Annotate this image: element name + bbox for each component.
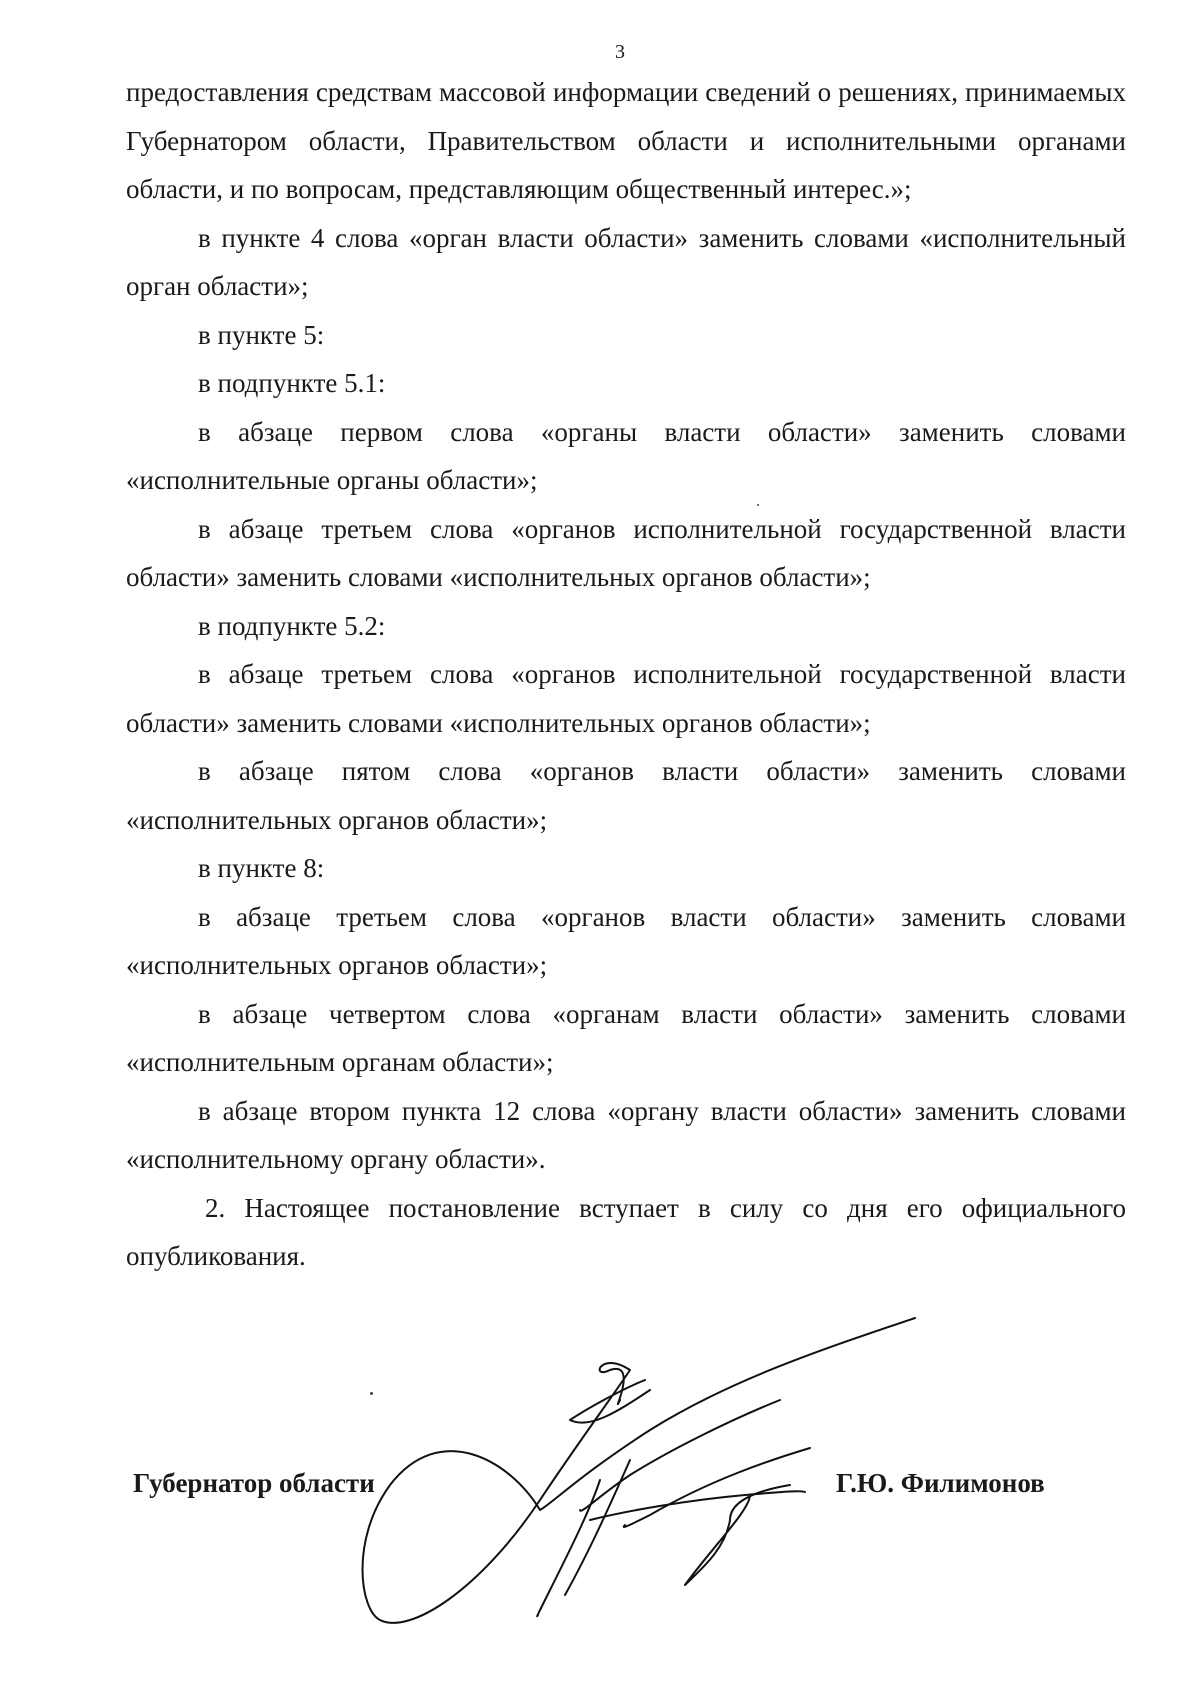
paragraph: в абзаце третьем слова «органов исполнительной государственной власти области» заменить словами «исполнительных органов области»;	[126, 513, 1126, 592]
scan-artifact-dot	[757, 504, 759, 506]
paragraph: в пункте 4 слова «орган власти области» заменить словами «исполнительный орган области»;	[126, 222, 1126, 301]
paragraph: в абзаце пятом слова «органов власти области» заменить словами «исполнительных органов области»;	[126, 756, 1126, 835]
paragraph: предоставления средствам массовой информации сведений о решениях, принимаемых Губернатором области, Правительством области и исполнительными органами области, и по вопросам, представляющим общественный интерес.»;	[126, 77, 1126, 204]
paragraph: в абзаце втором пункта 12 слова «органу власти области» заменить словами «исполнительному органу области».	[126, 1095, 1126, 1174]
paragraph-effective-date: 2. Настоящее постановление вступает в силу со дня его официального опубликования.	[126, 1192, 1126, 1271]
document-body	[126, 68, 1126, 1281]
paragraph: в пункте 8:	[198, 853, 325, 883]
signatory-name: Г.Ю. Филимонов	[836, 1468, 1045, 1498]
paragraph: в подпункте 5.1:	[198, 368, 386, 398]
paragraph: в пункте 5:	[198, 319, 325, 350]
paragraph: в абзаце третьем слова «органов исполнительной государственной власти области» заменить словами «исполнительных органов области»;	[126, 659, 1126, 738]
paragraph: в абзаце первом слова «органы власти области» заменить словами «исполнительные органы области»;	[126, 416, 1126, 495]
paragraph: в абзаце третьем слова «органов власти области» заменить словами «исполнительных органов области»;	[126, 901, 1126, 980]
paragraph: в абзаце четвертом слова «органам власти области» заменить словами «исполнительным органам области»;	[126, 998, 1126, 1077]
scan-artifact-dot	[370, 1392, 373, 1395]
page-number: 3	[615, 41, 625, 63]
signatory-position: Губернатор области	[133, 1468, 375, 1498]
paragraph: в подпункте 5.2:	[198, 610, 386, 641]
